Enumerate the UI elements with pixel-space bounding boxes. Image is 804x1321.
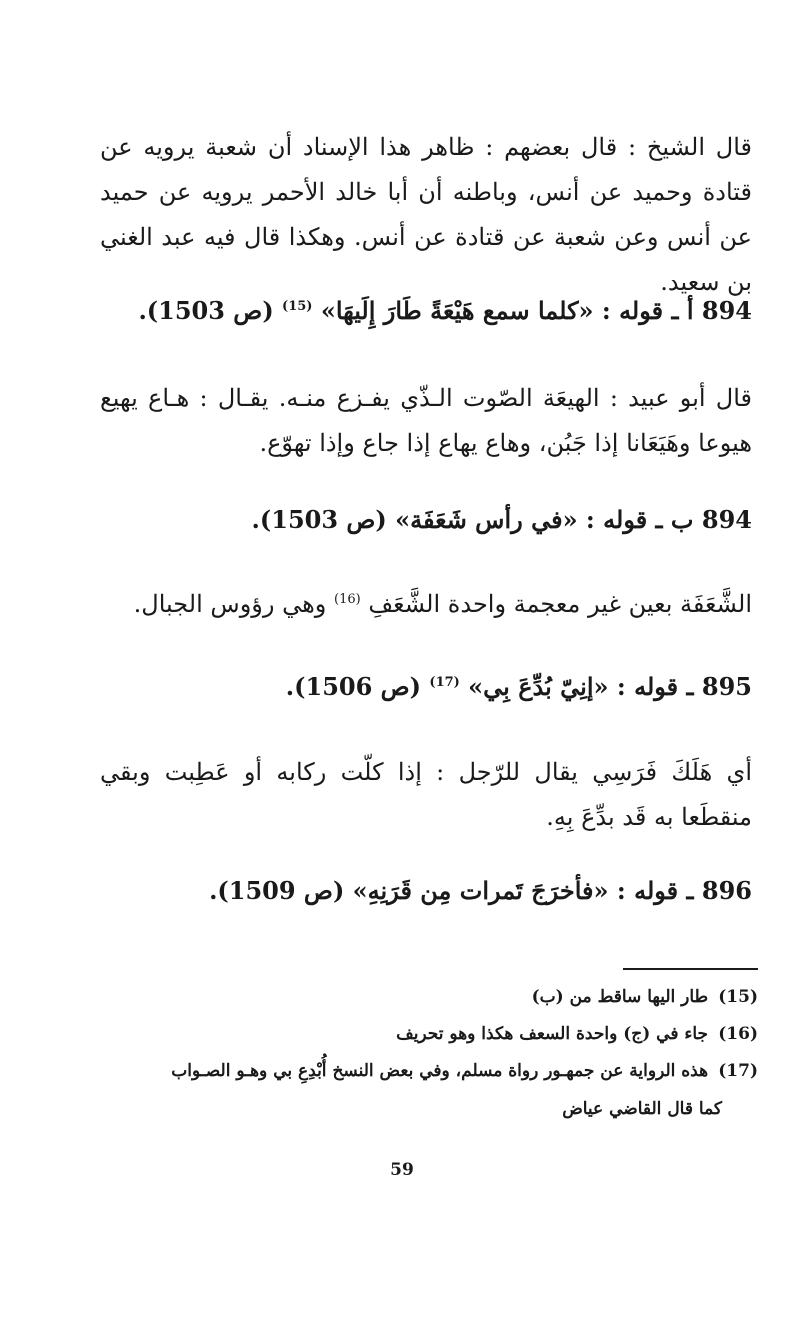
footnote-15-number: (15) [718,987,758,1007]
footnote-16-number: (16) [718,1024,758,1044]
paragraph-abu-ubaid: قال أبو عبيد : الهيعَة الصّوت الـذّي يفـزع منـه. يقـال : هـاع يهيع هيوعا وهَيَعَانا إذا جَبُن، وهاع يهاع إذا جاع وإذا تهوّع. [100,384,752,457]
footnote-ref-15: (15) [282,299,313,314]
paragraph-shaafa-rest: وهي رؤوس الجبال. [133,590,327,618]
heading-895-page: (ص 1506). [285,672,422,701]
footnote-17-text: هذه الرواية عن جمهـور رواة مسلم، وفي بعض النسخ أُبْدِعِ بي وهـو الصـواب [171,1061,709,1081]
paragraph-shaafa [100,582,752,627]
heading-894a [100,288,752,333]
heading-896: 896 ـ قوله : «فأخرَجَ تَمرات مِن قَرَنِهِ» (ص 1509). [209,876,752,905]
footnote-ref-16: (16) [333,592,361,607]
page-number: 59 [390,1160,414,1180]
heading-894b: 894 ب ـ قوله : «في رأس شَعَفَة» (ص 1503). [251,505,752,534]
paragraph-halaka: أي هَلَكَ فَرَسِي يقال للرّجل : إذا كلّت ركابه أو عَطِبت وبقي منقطَعا به قَد بدِّعَ بِهِ. [100,758,752,831]
heading-894a-text: 894 أ ـ قوله : «كلما سمع هَيْعَةً طَارَ إِلَيهَا» [320,296,752,325]
heading-895 [100,664,752,709]
footnote-15-text: طار اليها ساقط من (ب) [531,987,709,1007]
footnote-ref-17: (17) [429,675,460,690]
footnote-15 [106,980,758,1014]
footnote-16 [106,1017,758,1051]
footnote-16-text: جاء في (ج) واحدة السعف هكذا وهو تحريف [396,1024,709,1044]
footnote-17-number: (17) [718,1061,758,1081]
footnote-17 [106,1054,758,1088]
footnote-separator [623,968,758,970]
footnote-17-continuation: كما قال القاضي عياض [562,1099,722,1119]
heading-895-text: 895 ـ قوله : «إنِيّ بُدِّعَ بِي» [468,672,752,701]
paragraph-isnad: قال الشيخ : قال بعضهم : ظاهر هذا الإسناد أن شعبة يرويه عن قتادة وحميد عن أنس، وباطنه أن أبا خالد الأحمر يرويه عن حميد عن أنس وعن شعبة عن قتادة عن أنس. وهكذا قال فيه عبد الغني بن سعيد. [100,133,752,296]
paragraph-shaafa-text: الشَّعَفَة بعين غير معجمة واحدة الشَّعَفِ [368,590,752,618]
heading-894a-page: (ص 1503). [138,296,274,325]
